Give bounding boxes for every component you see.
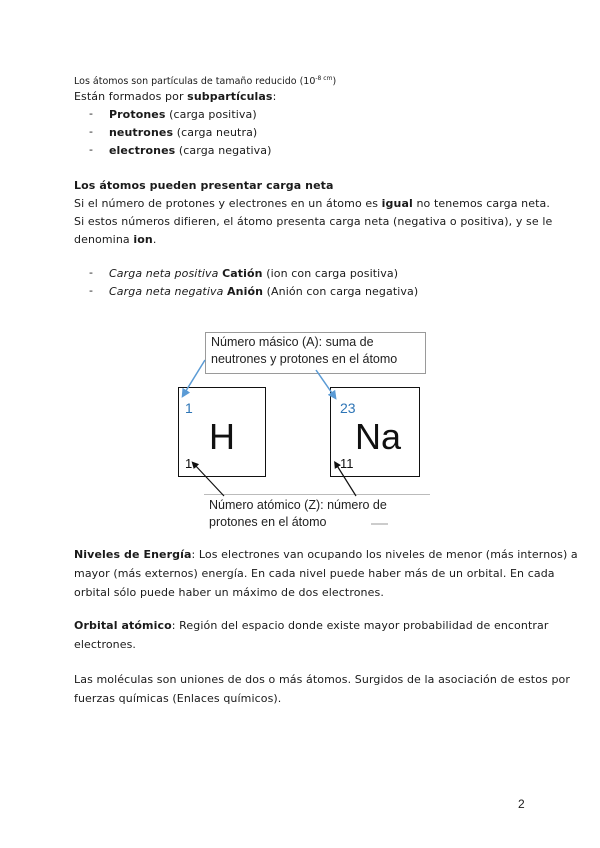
charge-para-line-3: denomina ion. (74, 233, 157, 246)
hydrogen-atomic-number: 1 (185, 456, 193, 471)
sodium-mass-number: 23 (340, 400, 356, 416)
intro-line-2: Están formados por subpartículas: (74, 90, 277, 103)
list-item-protones: Protones (carga positiva) (109, 108, 257, 121)
list-item-neutrones: neutrones (carga neutra) (109, 126, 258, 139)
molecules-line-2: fuerzas químicas (Enlaces químicos). (74, 692, 282, 705)
orbital-line-1: Orbital atómico: Región del espacio donde existe mayor probabilidad de encontrar (74, 619, 549, 632)
bullet-dash: - (89, 143, 93, 156)
energy-levels-line-2: mayor (más externos) energía. En cada nivel puede haber más de un orbital. En cada (74, 567, 555, 580)
bullet-dash: - (89, 266, 93, 279)
bullet-dash: - (89, 125, 93, 138)
intro-line-1: Los átomos son partículas de tamaño reducido $(10^{-8 cm})$ (74, 75, 337, 88)
energy-levels-line-3: orbital sólo puede haber un máximo de dos electrones. (74, 586, 384, 599)
mass-number-callout: Número másico (A): suma de neutrones y protones en el átomo (205, 332, 426, 374)
hydrogen-mass-number: 1 (185, 400, 193, 416)
callout-arrows (176, 330, 430, 530)
charge-para-line-2: Si estos números difieren, el átomo presenta carga neta (negativa o positiva), y se le (74, 215, 553, 228)
bullet-dash: - (89, 107, 93, 120)
mass-arrow-h (184, 360, 205, 394)
atomic-arrow-na (336, 464, 356, 496)
list-item-electrones: electrones (carga negativa) (109, 144, 272, 157)
atomic-number-callout: Número atómico (Z): número de protones en el átomo (204, 494, 430, 533)
molecules-line-1: Las moléculas son uniones de dos o más átomos. Surgidos de la asociación de estos por (74, 673, 570, 686)
mass-arrow-na (316, 370, 334, 396)
energy-levels-line-1: Niveles de Energía: Los electrones van ocupando los niveles de menor (más internos) a (74, 548, 578, 561)
page-number: 2 (518, 797, 525, 811)
bullet-dash: - (89, 284, 93, 297)
charge-heading: Los átomos pueden presentar carga neta (74, 179, 334, 192)
list-item-anion: Carga neta negativa Anión (Anión con carga negativa) (109, 285, 419, 298)
sodium-atomic-number: 11 (340, 456, 354, 471)
list-item-cation: Carga neta positiva Catión (ion con carga positiva) (109, 267, 399, 280)
atomic-arrow-h (194, 464, 224, 496)
hydrogen-symbol: H (209, 416, 235, 457)
sodium-symbol: Na (355, 416, 402, 457)
charge-para-line-1: Si el número de protones y electrones en un átomo es igual no tenemos carga neta. (74, 197, 550, 210)
atom-notation-diagram (176, 330, 430, 530)
orbital-line-2: electrones. (74, 638, 137, 651)
